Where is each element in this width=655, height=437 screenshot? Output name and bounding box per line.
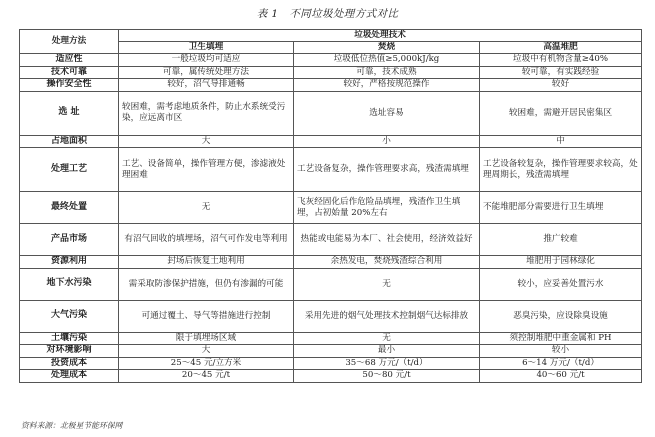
table-cell: 不能堆肥部分需要进行卫生填埋: [480, 192, 642, 224]
row-label: 选 址: [20, 91, 119, 135]
table-row: [20, 66, 642, 79]
table-cell: 较困难，需避开居民密集区: [480, 91, 642, 135]
table-cell: 50～80 元/t: [294, 370, 480, 383]
table-cell: 无: [294, 268, 480, 300]
row-label: 土壤污染: [20, 332, 119, 345]
table-row: [20, 91, 642, 135]
header-col-compost: 高温堆肥: [480, 42, 642, 54]
row-label: 处理工艺: [20, 148, 119, 192]
table-cell: 须控制堆肥中重金属和 PH: [480, 332, 642, 345]
row-label: 技术可靠: [20, 66, 119, 79]
header-group-label: 垃圾处理技术: [119, 30, 642, 42]
table-row: [20, 268, 642, 300]
table-row: [20, 148, 642, 192]
table-cell: 可通过覆土、导气等措施进行控制: [119, 300, 294, 332]
table-cell: 垃圾中有机物含量≥40%: [480, 54, 642, 67]
table-cell: 6～14 万元/（t/d）: [480, 357, 642, 370]
table-cell: 较小: [480, 345, 642, 358]
table-row: [20, 357, 642, 370]
row-label: 地下水污染: [20, 268, 119, 300]
row-label: 操作安全性: [20, 79, 119, 92]
table-cell: 40～60 元/t: [480, 370, 642, 383]
table-cell: 大: [119, 345, 294, 358]
table-cell: 较可靠，有实践经验: [480, 66, 642, 79]
table-cell: 飞灰经固化后作危险品填埋，残渣作卫生填埋，占初始量 20%左右: [294, 192, 480, 224]
row-label: 大气污染: [20, 300, 119, 332]
table-cell: 限于填埋场区域: [119, 332, 294, 345]
table-cell: 较好: [480, 79, 642, 92]
table-cell: 35～68 万元/（t/d）: [294, 357, 480, 370]
table-cell: 一般垃圾均可适应: [119, 54, 294, 67]
table-cell: 工艺设备复杂，操作管理要求高，残渣需填埋: [294, 148, 480, 192]
row-label: 适应性: [20, 54, 119, 67]
table-cell: 小: [294, 135, 480, 148]
table-cell: 采用先进的烟气处理技术控制烟气达标排放: [294, 300, 480, 332]
table-cell: 余热发电，焚烧残渣综合利用: [294, 256, 480, 269]
table-cell: 工艺设备较复杂，操作管理要求较高，处理周期长，残渣需填埋: [480, 148, 642, 192]
table-cell: 可靠，属传统处理方法: [119, 66, 294, 79]
table-cell: 中: [480, 135, 642, 148]
source-note: 资料来源：北极星节能环保网: [21, 421, 123, 430]
table-row: [20, 345, 642, 358]
table-row: [20, 192, 642, 224]
table-row: [20, 224, 642, 256]
table-cell: 有沼气回收的填埋场，沼气可作发电等利用: [119, 224, 294, 256]
comparison-table: [19, 29, 642, 383]
table-cell: 堆肥用于园林绿化: [480, 256, 642, 269]
table-caption: 表 1 不同垃圾处理方式对比: [256, 8, 399, 20]
table-cell: 封场后恢复土地利用: [119, 256, 294, 269]
header-col-incineration: 焚烧: [294, 42, 480, 54]
row-label: 投资成本: [20, 357, 119, 370]
table-cell: 可靠，技术成熟: [294, 66, 480, 79]
header-row-label: 处理方法: [20, 30, 119, 54]
table-cell: 垃圾低位热值≥5,000kJ/kg: [294, 54, 480, 67]
table-row: [20, 300, 642, 332]
table-row: [20, 256, 642, 269]
table-cell: 工艺、设备简单，操作管理方便，渗滤液处理困难: [119, 148, 294, 192]
header-row-group: [20, 30, 642, 42]
table-row: [20, 332, 642, 345]
table-cell: 无: [119, 192, 294, 224]
table-row: [20, 370, 642, 383]
row-label: 资源利用: [20, 256, 119, 269]
table-cell: 较小，应妥善处置污水: [480, 268, 642, 300]
table-cell: 较困难，需考虑地质条件，防止水系统受污染，应远离市区: [119, 91, 294, 135]
table-cell: 热能或电能易为本厂、社会使用，经济效益好: [294, 224, 480, 256]
table-cell: 25～45 元/立方米: [119, 357, 294, 370]
table-row: [20, 54, 642, 67]
table-cell: 较好，严格按规范操作: [294, 79, 480, 92]
row-label: 占地面积: [20, 135, 119, 148]
table-cell: 选址容易: [294, 91, 480, 135]
table-cell: 大: [119, 135, 294, 148]
row-label: 对环境影响: [20, 345, 119, 358]
table-cell: 较好，沼气导排通畅: [119, 79, 294, 92]
header-col-landfill: 卫生填埋: [119, 42, 294, 54]
table-cell: 恶臭污染，应设除臭设施: [480, 300, 642, 332]
row-label: 处理成本: [20, 370, 119, 383]
table-cell: 推广较难: [480, 224, 642, 256]
table-cell: 需采取防渗保护措施，但仍有渗漏的可能: [119, 268, 294, 300]
table-row: [20, 135, 642, 148]
table-cell: 最小: [294, 345, 480, 358]
row-label: 最终处置: [20, 192, 119, 224]
table-cell: 无: [294, 332, 480, 345]
table-cell: 20～45 元/t: [119, 370, 294, 383]
table-row: [20, 79, 642, 92]
row-label: 产品市场: [20, 224, 119, 256]
